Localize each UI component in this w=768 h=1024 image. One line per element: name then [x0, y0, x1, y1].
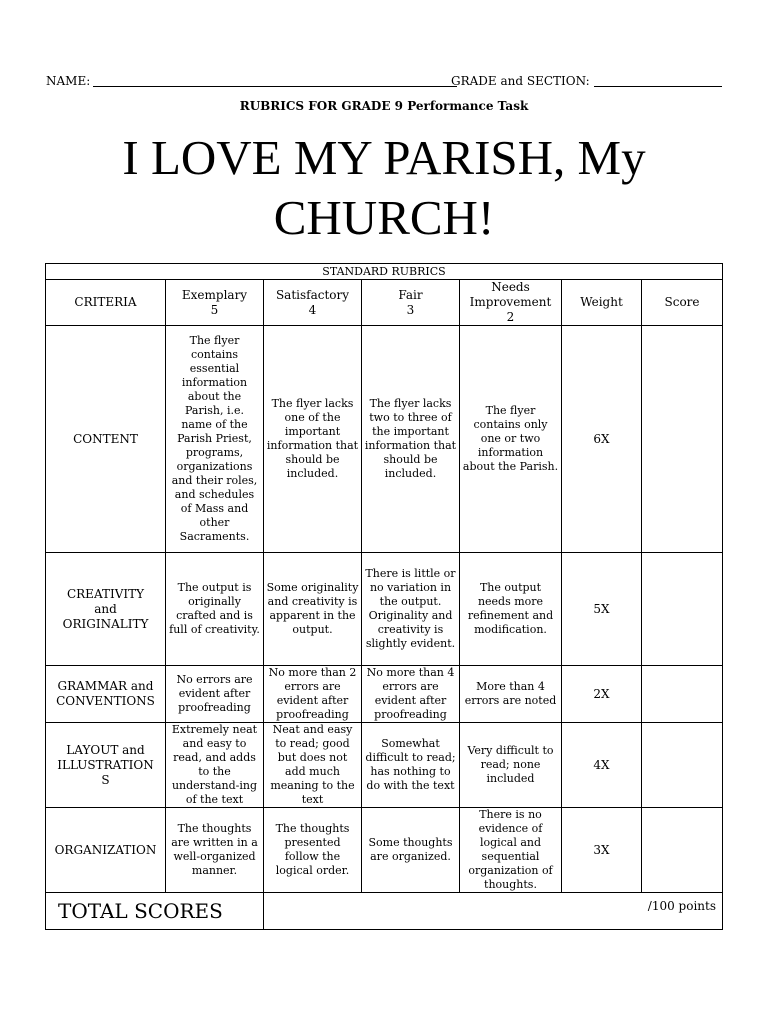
- fair-cell: There is little or no variation in the output. Originality and creativity is slightly evident.: [362, 553, 460, 666]
- criteria-label: LAYOUT and: [66, 742, 145, 757]
- column-header-points: 3: [406, 302, 415, 317]
- table-row: [46, 553, 723, 666]
- criteria-label: ORIGINALITY: [62, 616, 149, 631]
- criteria-cell: [46, 723, 166, 808]
- criteria-label: CONTENT: [73, 431, 138, 446]
- exemplary-cell: The flyer contains essential information about the Parish, i.e. name of the Parish Priest, programs, organizations and their roles, and schedules of Mass and other Sacraments.: [166, 326, 264, 553]
- weight-cell: 6X: [562, 326, 642, 553]
- column-header-label: Exemplary: [181, 287, 248, 302]
- column-header-criteria: CRITERIA: [46, 280, 166, 326]
- column-header-points: 2: [506, 310, 515, 324]
- total-points-cell[interactable]: /100 points: [264, 893, 723, 930]
- score-cell[interactable]: [642, 808, 723, 893]
- fair-cell: Somewhat difficult to read; has nothing to do with the text: [362, 723, 460, 808]
- criteria-cell: [46, 553, 166, 666]
- weight-cell: 5X: [562, 553, 642, 666]
- fair-cell: The flyer lacks two to three of the important information that should be included.: [362, 326, 460, 553]
- table-row: [46, 808, 723, 893]
- rubric-table: [45, 263, 723, 930]
- score-cell[interactable]: [642, 723, 723, 808]
- criteria-label: CONVENTIONS: [56, 694, 155, 708]
- fair-cell: Some thoughts are organized.: [362, 808, 460, 893]
- satisfactory-cell: The flyer lacks one of the important information that should be included.: [264, 326, 362, 553]
- table-row: [46, 666, 723, 723]
- column-header-weight: Weight: [562, 280, 642, 326]
- score-cell[interactable]: [642, 326, 723, 553]
- exemplary-cell: No errors are evident after proofreading: [166, 666, 264, 723]
- criteria-cell: [46, 326, 166, 553]
- title-line-2: CHURCH!: [273, 190, 495, 245]
- rubric-subtitle: RUBRICS FOR GRADE 9 Performance Task: [239, 99, 529, 113]
- column-header-row: [46, 280, 723, 326]
- criteria-cell: [46, 666, 166, 723]
- criteria-label: S: [101, 772, 110, 787]
- column-header-exemplary: [166, 280, 264, 326]
- criteria-label: ORGANIZATION: [54, 842, 157, 857]
- needs-improvement-cell: There is no evidence of logical and sequential organization of thoughts.: [460, 808, 562, 893]
- table-row: [46, 326, 723, 553]
- student-info-header: [46, 74, 724, 90]
- weight-cell: 4X: [562, 723, 642, 808]
- total-scores-label: TOTAL SCORES: [46, 893, 264, 930]
- column-header-label: Needs Improvement: [469, 280, 552, 309]
- grade-section-label: GRADE and SECTION:: [451, 74, 590, 88]
- criteria-label: ILLUSTRATION: [57, 757, 154, 772]
- name-label: NAME:: [46, 74, 91, 88]
- needs-improvement-cell: The output needs more refinement and modification.: [460, 553, 562, 666]
- score-cell[interactable]: [642, 666, 723, 723]
- satisfactory-cell: Neat and easy to read; good but does not add much meaning to the text: [264, 723, 362, 808]
- needs-improvement-cell: The flyer contains only one or two information about the Parish.: [460, 326, 562, 553]
- satisfactory-cell: No more than 2 errors are evident after proofreading: [264, 666, 362, 723]
- satisfactory-cell: The thoughts presented follow the logical order.: [264, 808, 362, 893]
- table-banner-row: [46, 264, 723, 280]
- column-header-score: Score: [642, 280, 723, 326]
- satisfactory-cell: Some originality and creativity is apparent in the output.: [264, 553, 362, 666]
- grade-section-blank-line[interactable]: [594, 86, 722, 87]
- weight-cell: 3X: [562, 808, 642, 893]
- table-row: [46, 723, 723, 808]
- title-line-1: I LOVE MY PARISH, My: [122, 130, 646, 185]
- column-header-needs-improvement: [460, 280, 562, 326]
- name-blank-line[interactable]: [93, 86, 457, 87]
- criteria-cell: [46, 808, 166, 893]
- page-title: [0, 128, 768, 248]
- exemplary-cell: The output is originally crafted and is full of creativity.: [166, 553, 264, 666]
- exemplary-cell: Extremely neat and easy to read, and adds to the understand-ing of the text: [166, 723, 264, 808]
- fair-cell: No more than 4 errors are evident after proofreading: [362, 666, 460, 723]
- total-row: [46, 893, 723, 930]
- column-header-points: 5: [210, 302, 219, 317]
- needs-improvement-cell: Very difficult to read; none included: [460, 723, 562, 808]
- column-header-satisfactory: [264, 280, 362, 326]
- table-banner: STANDARD RUBRICS: [46, 264, 723, 280]
- column-header-label: Satisfactory: [275, 287, 350, 302]
- criteria-label: and: [94, 601, 117, 616]
- column-header-label: Fair: [398, 287, 423, 302]
- needs-improvement-cell: More than 4 errors are noted: [460, 666, 562, 723]
- column-header-fair: [362, 280, 460, 326]
- weight-cell: 2X: [562, 666, 642, 723]
- column-header-points: 4: [308, 302, 317, 317]
- score-cell[interactable]: [642, 553, 723, 666]
- exemplary-cell: The thoughts are written in a well-organized manner.: [166, 808, 264, 893]
- criteria-label: CREATIVITY: [66, 586, 145, 601]
- criteria-label: GRAMMAR and: [57, 679, 154, 693]
